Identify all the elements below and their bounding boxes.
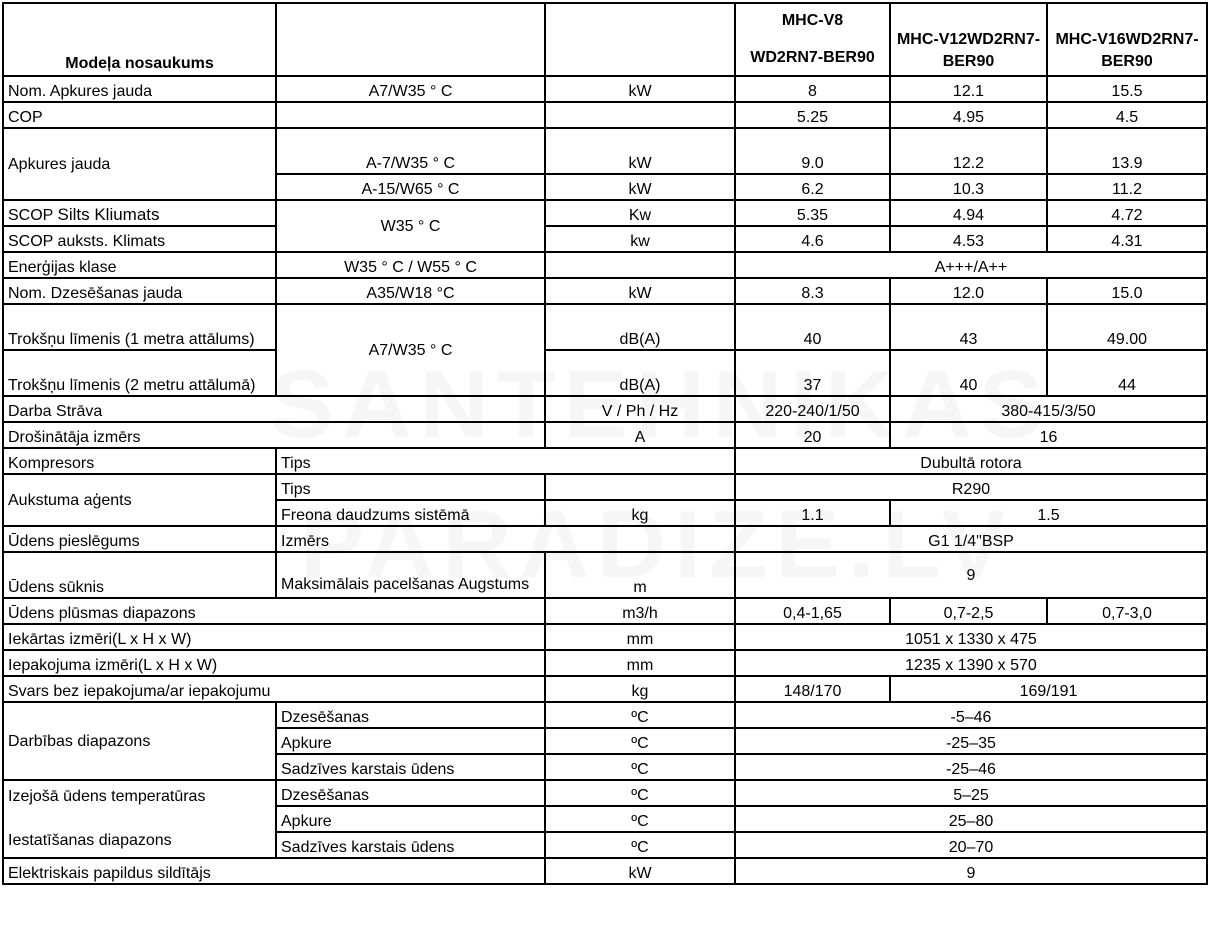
value-cell: 4.72 [1047, 200, 1207, 226]
row-unit: ºC [545, 806, 735, 832]
value-cell: 37 [735, 350, 890, 396]
row-label: Iepakojuma izmēri(L x H x W) [3, 650, 545, 676]
row-sublabel: Tips [276, 474, 545, 500]
value-cell: 5–25 [735, 780, 1207, 806]
row-sublabel: Izmērs [276, 526, 735, 552]
row-unit: kW [545, 278, 735, 304]
row-label [3, 780, 276, 858]
value-cell: 8.3 [735, 278, 890, 304]
row-unit: kW [545, 76, 735, 102]
row-unit: ºC [545, 832, 735, 858]
value-cell: 148/170 [735, 676, 890, 702]
value-cell: 25–80 [735, 806, 1207, 832]
empty-cell [545, 474, 735, 500]
header-model-2: MHC-V12WD2RN7-BER90 [890, 3, 1047, 76]
row-sublabel: Sadzīves karstais ūdens [276, 754, 545, 780]
value-cell: 8 [735, 76, 890, 102]
value-cell: 1.1 [735, 500, 890, 526]
value-cell: 169/191 [890, 676, 1207, 702]
row-condition: W35 ° C [276, 200, 545, 252]
row-label: COP [3, 102, 276, 128]
value-cell: 12.2 [890, 128, 1047, 174]
header-model-1 [735, 3, 890, 76]
header-model-label: Modeļa nosaukums [3, 3, 276, 76]
value-cell: 4.53 [890, 226, 1047, 252]
value-cell: 4.31 [1047, 226, 1207, 252]
row-condition: A-15/W65 ° C [276, 174, 545, 200]
row-label: Elektriskais papildus sildītājs [3, 858, 545, 884]
row-sublabel: Freona daudzums sistēmā [276, 500, 545, 526]
value-cell: -5–46 [735, 702, 1207, 728]
row-label: Nom. Dzesēšanas jauda [3, 278, 276, 304]
row-label: Darbības diapazons [3, 702, 276, 780]
value-cell: G1 1/4"BSP [735, 526, 1207, 552]
row-sublabel: Dzesēšanas [276, 780, 545, 806]
row-label: Ūdens pieslēgums [3, 526, 276, 552]
row-sublabel: Sadzīves karstais ūdens [276, 832, 545, 858]
value-cell: 5.35 [735, 200, 890, 226]
row-unit: V / Ph / Hz [545, 396, 735, 422]
row-label-b: Silts Kliumats [57, 205, 160, 224]
value-cell: Dubultā rotora [735, 448, 1207, 474]
row-label: Drošinātāja izmērs [3, 422, 545, 448]
value-cell: 9.0 [735, 128, 890, 174]
row-label: Enerģijas klase [3, 252, 276, 278]
value-cell: 15.5 [1047, 76, 1207, 102]
row-label: Iekārtas izmēri(L x H x W) [3, 624, 545, 650]
row-sublabel: Apkure [276, 806, 545, 832]
row-unit: A [545, 422, 735, 448]
empty-cell [276, 102, 545, 128]
value-cell: 6.2 [735, 174, 890, 200]
value-cell: 1235 x 1390 x 570 [735, 650, 1207, 676]
row-label: Darba Strāva [3, 396, 545, 422]
row-unit: ºC [545, 754, 735, 780]
value-cell: 9 [735, 858, 1207, 884]
row-label: Nom. Apkures jauda [3, 76, 276, 102]
header-model-3: MHC-V16WD2RN7-BER90 [1047, 3, 1207, 76]
row-condition: A35/W18 °C [276, 278, 545, 304]
value-cell: 40 [890, 350, 1047, 396]
value-cell: 20 [735, 422, 890, 448]
value-cell: 16 [890, 422, 1207, 448]
header-model-1-line1: MHC-V8 [781, 11, 844, 29]
value-cell: 380-415/3/50 [890, 396, 1207, 422]
value-cell: 49.00 [1047, 304, 1207, 350]
row-unit: kg [545, 676, 735, 702]
row-unit: kg [545, 500, 735, 526]
value-cell: 44 [1047, 350, 1207, 396]
value-cell: 1.5 [890, 500, 1207, 526]
row-unit: ºC [545, 780, 735, 806]
row-label: Kompresors [3, 448, 276, 474]
row-label-b: Iestatīšanas diapazons [8, 832, 172, 849]
value-cell: 4.94 [890, 200, 1047, 226]
row-unit: kW [545, 128, 735, 174]
value-cell: 5.25 [735, 102, 890, 128]
row-unit: mm [545, 624, 735, 650]
row-label: Svars bez iepakojuma/ar iepakojumu [3, 676, 545, 702]
row-label: Trokšņu līmenis (2 metru attālumā) [3, 350, 276, 396]
row-sublabel: Apkure [276, 728, 545, 754]
row-label-a: SCOP [8, 207, 58, 224]
value-cell: A+++/A++ [735, 252, 1207, 278]
value-cell: 0,4-1,65 [735, 598, 890, 624]
value-cell: 20–70 [735, 832, 1207, 858]
row-unit: Kw [545, 200, 735, 226]
row-condition: A7/W35 ° C [276, 76, 545, 102]
value-cell: 13.9 [1047, 128, 1207, 174]
row-unit: m [545, 552, 735, 598]
row-sublabel: Maksimālais pacelšanas Augstums [276, 552, 545, 598]
value-cell: 10.3 [890, 174, 1047, 200]
value-cell: 0,7-3,0 [1047, 598, 1207, 624]
row-unit: kw [545, 226, 735, 252]
row-label: Aukstuma aģents [3, 474, 276, 526]
row-unit: kW [545, 174, 735, 200]
value-cell: 11.2 [1047, 174, 1207, 200]
value-cell: 1051 x 1330 x 475 [735, 624, 1207, 650]
value-cell: 4.5 [1047, 102, 1207, 128]
value-cell: 12.1 [890, 76, 1047, 102]
value-cell: -25–46 [735, 754, 1207, 780]
row-unit: ºC [545, 728, 735, 754]
row-unit: mm [545, 650, 735, 676]
row-label: Ūdens sūknis [3, 552, 276, 598]
value-cell: 15.0 [1047, 278, 1207, 304]
row-sublabel: Dzesēšanas [276, 702, 545, 728]
spec-table [2, 2, 1208, 885]
header-unit [545, 3, 735, 76]
row-label [3, 200, 276, 226]
value-cell: 4.6 [735, 226, 890, 252]
empty-cell [545, 252, 735, 278]
value-cell: 0,7-2,5 [890, 598, 1047, 624]
row-label: SCOP auksts. Klimats [3, 226, 276, 252]
row-sublabel: Tips [276, 448, 735, 474]
row-condition: W35 ° C / W55 ° C [276, 252, 545, 278]
row-unit: dB(A) [545, 304, 735, 350]
value-cell: 40 [735, 304, 890, 350]
row-condition: A7/W35 ° C [276, 304, 545, 396]
value-cell: -25–35 [735, 728, 1207, 754]
empty-cell [545, 102, 735, 128]
row-unit: kW [545, 858, 735, 884]
row-label: Apkures jauda [3, 128, 276, 200]
row-condition: A-7/W35 ° C [276, 128, 545, 174]
header-model-1-line2: WD2RN7-BER90 [750, 48, 875, 66]
row-label: Trokšņu līmenis (1 metra attālums) [3, 304, 276, 350]
value-cell: 9 [735, 552, 1207, 598]
value-cell: R290 [735, 474, 1207, 500]
value-cell: 220-240/1/50 [735, 396, 890, 422]
header-condition [276, 3, 545, 76]
row-unit: ºC [545, 702, 735, 728]
row-unit: dB(A) [545, 350, 735, 396]
row-label: Ūdens plūsmas diapazons [3, 598, 545, 624]
row-label-a: Izejošā ūdens temperatūras [8, 788, 206, 805]
value-cell: 12.0 [890, 278, 1047, 304]
value-cell: 43 [890, 304, 1047, 350]
value-cell: 4.95 [890, 102, 1047, 128]
row-unit: m3/h [545, 598, 735, 624]
